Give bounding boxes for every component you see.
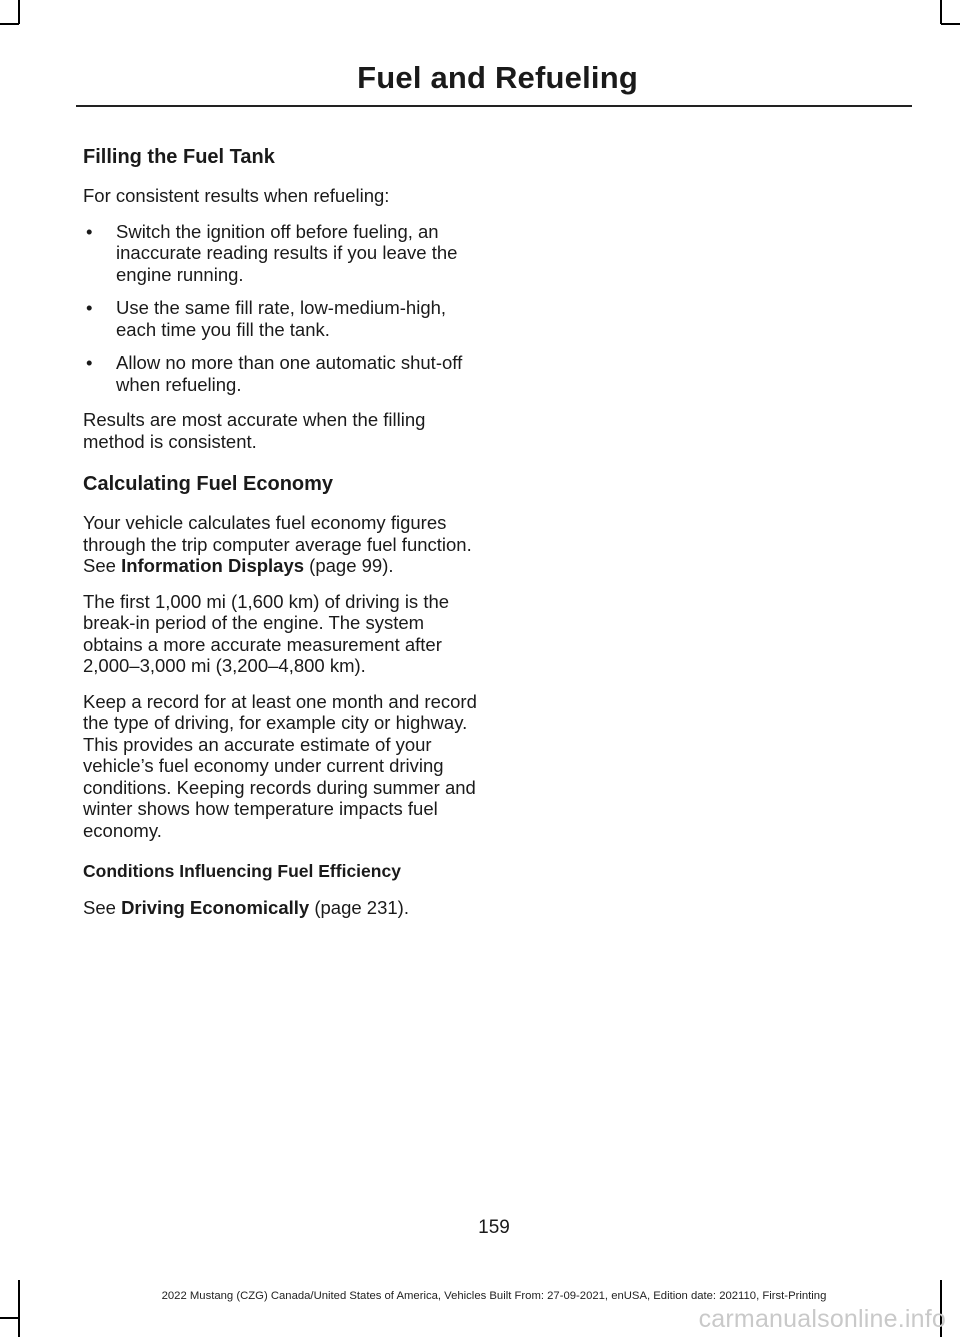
- header-divider: [76, 105, 912, 107]
- driving-economically-link[interactable]: Driving Economically: [121, 897, 310, 918]
- list-item: [83, 352, 483, 395]
- calculating-p1-page: (page 99).: [304, 555, 394, 576]
- main-column: [83, 143, 483, 933]
- list-item-text: Allow no more than one automatic shut-off when refueling.: [116, 352, 463, 395]
- conditions-page: (page 231).: [309, 897, 409, 918]
- crop-mark-bottom-left: [0, 1317, 19, 1319]
- list-item: [83, 297, 483, 340]
- page-header-title: Fuel and Refueling: [357, 60, 638, 95]
- conditions-text: See: [83, 897, 122, 918]
- crop-mark-bottom-left-v: [18, 1280, 20, 1337]
- bullet-glyph: •: [86, 297, 93, 318]
- filling-closing: Results are most accurate when the filling method is consistent.: [83, 409, 426, 452]
- calculating-paragraph-2: The first 1,000 mi (1,600 km) of driving is the break-in period of the engine. The system obtains a more accurate measurement after 2,000–3,000 mi (3,200–4,800 km).: [83, 590, 450, 676]
- page-number: 159: [478, 1217, 510, 1238]
- filling-bullet-list: [83, 221, 483, 396]
- crop-mark-top-right-v: [940, 0, 942, 24]
- list-item-text: Switch the ignition off before fueling, an inaccurate reading results if you leave the engine running.: [116, 220, 458, 285]
- information-displays-link[interactable]: Information Displays: [121, 555, 305, 576]
- calculating-paragraph-3: Keep a record for at least one month and record the type of driving, for example city or highway. This provides an accurate estimate of your vehicle’s fuel economy under current driving conditions. Keeping records during summer and winter shows how temperature impacts fuel economy.: [83, 690, 477, 841]
- conditions-paragraph: [83, 897, 483, 919]
- footer-edition-info: 2022 Mustang (CZG) Canada/United States of America, Vehicles Built From: 27-09-2021, enUSA, Edition date: 202110, First-Printing: [161, 1290, 827, 1302]
- list-item: [83, 221, 483, 286]
- crop-mark-top-right: [941, 23, 960, 25]
- crop-mark-top-left-v: [18, 0, 20, 24]
- crop-mark-top-left: [0, 23, 19, 25]
- calculating-p1-text: Your vehicle calculates fuel economy figures through the trip computer average fuel function. See: [83, 512, 472, 576]
- calculating-paragraph-1: [83, 512, 483, 577]
- filling-intro: For consistent results when refueling:: [83, 185, 390, 206]
- heading-filling-fuel-tank: Filling the Fuel Tank: [83, 146, 275, 168]
- bullet-glyph: •: [86, 352, 93, 373]
- list-item-text: Use the same fill rate, low-medium-high, each time you fill the tank.: [116, 297, 447, 340]
- heading-calculating-fuel-economy: Calculating Fuel Economy: [83, 473, 334, 495]
- heading-conditions-fuel-efficiency: Conditions Influencing Fuel Efficiency: [83, 861, 401, 881]
- bullet-glyph: •: [86, 220, 93, 242]
- watermark: carmanualsonline.info: [698, 1305, 946, 1333]
